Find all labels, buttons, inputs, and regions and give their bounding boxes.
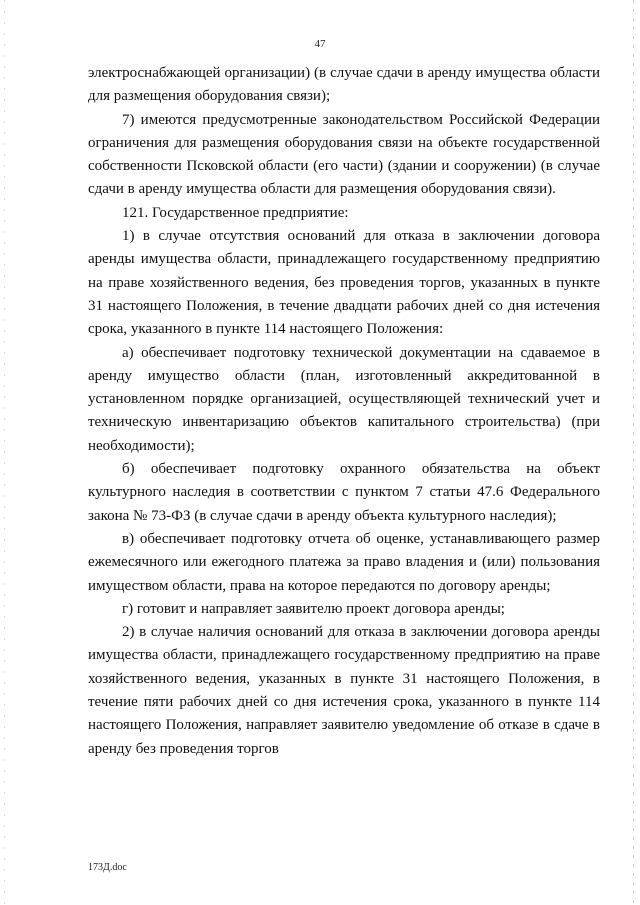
document-body <box>88 62 600 761</box>
page-number: 47 <box>314 38 326 50</box>
paragraph: в) обеспечивает подготовку отчета об оценке, устанавливающего размер ежемесячного или ежегодного платежа за право владения и (или) пользования имуществом области, права на которое передаются по договору аренды; <box>88 530 600 594</box>
scan-edge-left <box>4 0 5 905</box>
paragraph-heading: 121. Государственное предприятие: <box>122 204 349 221</box>
footer-filename: 173Д.doc <box>88 862 127 873</box>
paragraph: б) обеспечивает подготовку охранного обязательства на объект культурного наследия в соответствии с пунктом 7 статьи 47.6 Федерального закона № 73-ФЗ (в случае сдачи в аренду объекта культурного наследия); <box>88 461 600 524</box>
paragraph: а) обеспечивает подготовку технической документации на сдаваемое в аренду имущество области (план, изготовленный аккредитованной в установленном порядке организацией, осуществляющей технический учет и техническую инвентаризацию объектов капитального строительства) (при необходимости); <box>88 344 600 454</box>
paragraph: 1) в случае отсутствия оснований для отказа в заключении договора аренды имущества области, принадлежащего государственному предприятию на праве хозяйственного ведения, без проведения торгов, указанных в пункте 31 настоящего Положения, в течение двадцати рабочих дней со дня истечения срока, указанного в пункте 114 настоящего Положения: <box>88 228 600 338</box>
paragraph: 2) в случае наличия оснований для отказа в заключении договора аренды имущества области, принадлежащего государственному предприятию на праве хозяйственного ведения, указанных в пункте 31 настоящего Положения, в течение пяти рабочих дней со дня истечения срока, указанного в пункте 114 настоящего Положения, направляет заявителю уведомление об отказе в сдаче в аренду без проведения торгов <box>88 624 600 757</box>
paragraph: г) готовит и направляет заявителю проект договора аренды; <box>122 600 505 617</box>
scan-edge-right <box>633 0 634 905</box>
paragraph: 7) имеются предусмотренные законодательством Российской Федерации ограничения для размещения оборудования связи на объекте государственной собственности Псковской области (его части) (здании и сооружении) (в случае сдачи в аренду имущества области для размещения оборудования связи). <box>88 111 600 198</box>
paragraph: электроснабжающей организации) (в случае сдачи в аренду имущества области для размещения оборудования связи); <box>88 65 600 105</box>
